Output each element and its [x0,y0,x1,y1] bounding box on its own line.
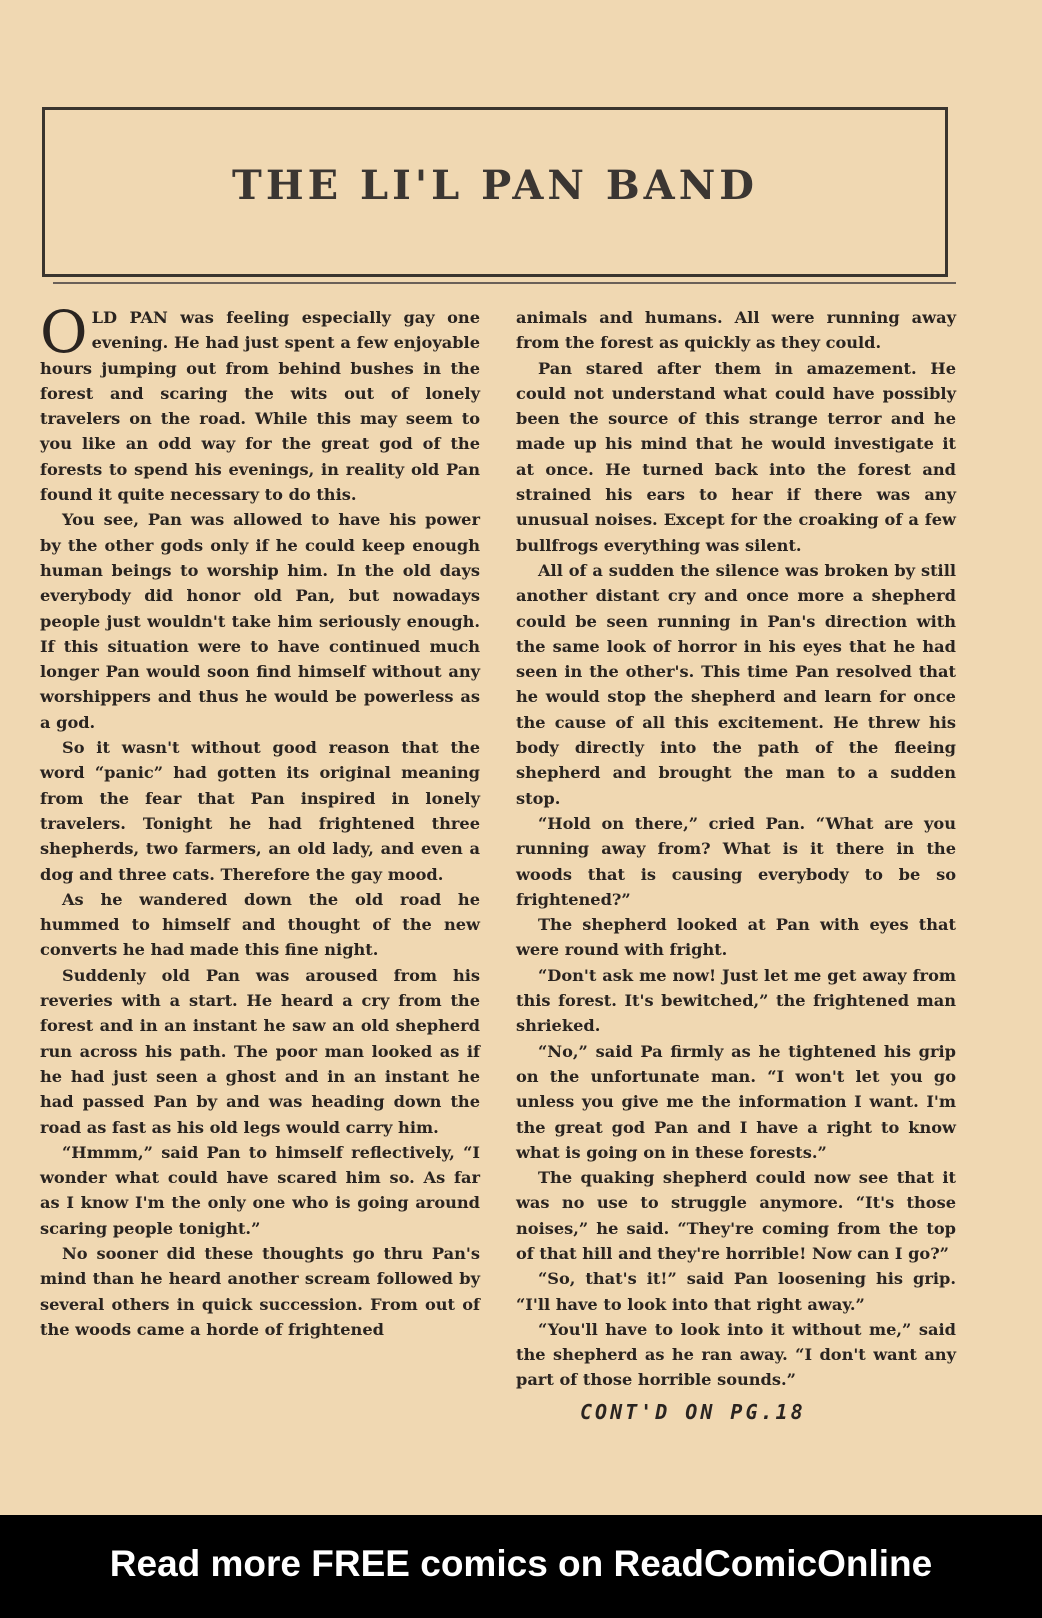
paragraph: “So, that's it!” said Pan loosening his grip. “I'll have to look into that right away.” [516,1269,956,1314]
paragraph: animals and humans. All were running away from the forest as quickly as they could. [516,308,956,353]
story-title: THE LI'L PAN BAND [232,162,758,209]
paragraph-text: LD PAN was feeling especially gay one evening. He had just spent a few enjoyable hours jumping out from behind bushes in the forest and scaring the wits out of lonely travelers on the road. While this may seem to you like an odd way for the great god of the forests to spend his evenings, in reality old Pan found it quite necessary to do this. [40,308,480,505]
footer-banner [0,1515,1042,1618]
paragraph: Suddenly old Pan was aroused from his reveries with a start. He heard a cry from the forest and in an instant he saw an old shepherd run across his path. The poor man looked as if he had just seen a ghost and in an instant he had passed Pan by and was heading down the road as fast as his old legs would carry him. [40,965,480,1137]
paragraph: All of a sudden the silence was broken by still another distant cry and once more a shepherd could be seen running in Pan's direction with the same look of horror in his eyes that he had seen in the other's. This time Pan resolved that he would stop the shepherd and learn for once the cause of all this excitement. He threw his body directly into the path of the fleeing shepherd and brought the man to a sudden stop. [516,560,956,808]
paragraph: As he wandered down the old road he hummed to himself and thought of the new converts he had made this fine night. [40,889,480,960]
left-column [40,298,480,1342]
paragraph: So it wasn't without good reason that the word “panic” had gotten its original meaning from the fear that Pan inspired in lonely travelers. Tonight he had frightened three shepherds, two farmers, an old lady, and even a dog and three cats. Therefore the gay mood. [40,738,480,884]
paragraph: “You'll have to look into it without me,” said the shepherd as he ran away. “I don't want any part of those horrible sounds.” [516,1319,956,1390]
paragraph: You see, Pan was allowed to have his power by the other gods only if he could keep enough human beings to worship him. In the old days everybody did honor old Pan, but nowadays people just wouldn't take him seriously enough. If this situation were to have continued much longer Pan would soon find himself without any worshippers and thus he would be powerless as a god. [40,510,480,732]
paragraph: Pan stared after them in amazement. He could not understand what could have possibly been the source of this strange terror and he made up his mind that he would investigate it at once. He turned back into the forest and strained his ears to hear if there was any unusual noises. Except for the croaking of a few bullfrogs everything was silent. [516,358,956,555]
paragraph: “Hold on there,” cried Pan. “What are you running away from? What is it there in the woods that is causing everybody to be so frightened?” [516,813,956,909]
right-column [516,305,956,1393]
drop-cap: O [40,298,88,366]
title-box [42,107,948,277]
paragraph: “Don't ask me now! Just let me get away from this forest. It's bewitched,” the frightened man shrieked. [516,965,956,1036]
paragraph: The quaking shepherd could now see that it was no use to struggle anymore. “It's those noises,” he said. “They're coming from the top of that hill and they're horrible! Now can I go?” [516,1168,956,1263]
paragraph: “No,” said Pa firmly as he tightened his grip on the unfortunate man. “I won't let you go unless you give me the information I want. I'm the great god Pan and I have a right to know what is going on in these forests.” [516,1041,956,1162]
footer-text: Read more FREE comics on ReadComicOnline [109,1543,933,1584]
paragraph [40,298,480,507]
paragraph: The shepherd looked at Pan with eyes that were round with fright. [516,915,956,960]
paragraph: No sooner did these thoughts go thru Pan's mind than he heard another scream followed by several others in quick succession. From out of the woods came a horde of frightened [40,1243,480,1339]
continued-note: CONT'D ON PG.18 [580,1400,806,1424]
paragraph: “Hmmm,” said Pan to himself reflectively, “I wonder what could have scared him so. As far as I know I'm the only one who is going around scaring people tonight.” [40,1142,480,1238]
